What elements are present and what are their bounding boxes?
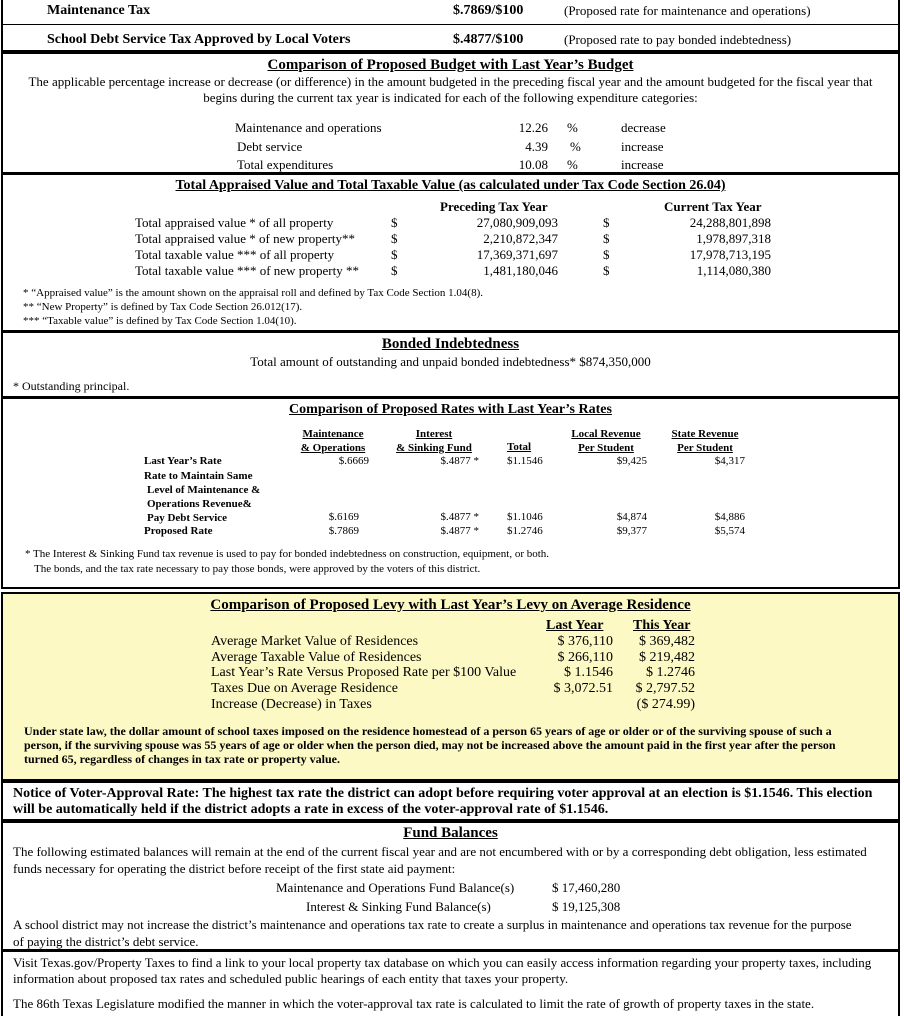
budget-row-label: Maintenance and operations (235, 120, 382, 135)
budget-row-label: Total expenditures (237, 157, 334, 172)
bonded-note: * Outstanding principal. (13, 379, 130, 393)
proposed-state: $5,574 (714, 525, 745, 537)
currency-symbol: $ (391, 263, 398, 278)
last-year-mo: $.6669 (338, 455, 369, 467)
maintain-label-line: Operations Revenue& (147, 498, 252, 510)
budget-section (1, 52, 900, 174)
maintain-state: $4,886 (714, 511, 745, 523)
levy-row-this: $ 2,797.52 (635, 681, 695, 696)
is-fund-label: Interest & Sinking Fund Balance(s) (306, 899, 491, 914)
budget-row-label: Debt service (237, 139, 303, 154)
proposed-local: $9,377 (616, 525, 647, 537)
budget-intro: The applicable percentage increase or decrease (or difference) in the amount budgeted in the preceding fiscal year and the amount budgeted for the fiscal year that begins during the current tax year is indicated for each of the following expenditure categories: (28, 74, 873, 105)
mo-header (288, 427, 378, 455)
last-year-is: $.4877 * (440, 455, 479, 467)
maintenance-tax-note: (Proposed rate for maintenance and operations) (564, 3, 811, 18)
appraised-row-label: Total appraised value * of all property (135, 215, 334, 230)
currency-symbol: $ (391, 231, 398, 246)
local-revenue-header (558, 427, 654, 455)
rates-divider (3, 24, 898, 25)
bonded-section (1, 331, 900, 398)
budget-row-value: 4.39 (525, 139, 548, 154)
appraised-footnote: ** “New Property” is defined by Tax Code Section 26.012(17). (23, 301, 303, 313)
levy-row-label: Taxes Due on Average Residence (211, 681, 398, 696)
proposed-mo: $.7869 (328, 525, 359, 537)
maintenance-tax-rate: $.7869/$100 (453, 3, 524, 18)
levy-row-label: Average Taxable Value of Residences (211, 650, 422, 665)
maintain-label-line: Level of Maintenance & (147, 484, 261, 496)
appraised-row-label: Total taxable value *** of new property ** (135, 263, 359, 278)
currency-symbol: $ (603, 263, 610, 278)
fund-title: Fund Balances (403, 825, 498, 841)
maintain-mo: $.6169 (328, 511, 359, 523)
fund-closing: A school district may not increase the district’s maintenance and operations tax rate to create a surplus in maintenance and operations tax revenue for the purpose of paying the district’s debt service. (13, 917, 852, 949)
appraised-footnote: *** “Taxable value” is defined by Tax Code Section 1.04(10). (23, 315, 297, 327)
levy-row-this: $ 369,482 (639, 634, 695, 649)
current-year-header: Current Tax Year (664, 199, 762, 214)
currency-symbol: $ (603, 247, 610, 262)
appraised-footnote: * “Appraised value” is the amount shown on the appraisal roll and defined by Tax Code Section 1.04(8). (23, 287, 483, 299)
levy-row-this: $ 1.2746 (646, 665, 695, 680)
last-year-state: $4,317 (714, 455, 745, 467)
appraised-row-curr: 24,288,801,898 (689, 215, 771, 230)
budget-row-value: 10.08 (518, 157, 548, 172)
debt-service-tax-note: (Proposed rate to pay bonded indebtedness) (564, 32, 792, 47)
appraised-row-prev: 2,210,872,347 (483, 231, 558, 246)
appraised-row-prev: 27,080,909,093 (476, 215, 558, 230)
levy-row-last: $ 1.1546 (564, 665, 613, 680)
last-year-local: $9,425 (616, 455, 647, 467)
budget-row-value: 12.26 (518, 120, 548, 135)
budget-row-direction: increase (621, 139, 664, 154)
budget-title: Comparison of Proposed Budget with Last Year’s Budget (267, 57, 634, 73)
levy-title: Comparison of Proposed Levy with Last Year’s Levy on Average Residence (210, 597, 691, 613)
budget-row-unit: % (570, 139, 581, 154)
local-header-line: Local Revenue (571, 428, 641, 440)
state-revenue-header (657, 427, 753, 455)
levy-row-label: Last Year’s Rate Versus Proposed Rate per $100 Value (211, 665, 517, 680)
maintain-is: $.4877 * (440, 511, 479, 523)
total-header: Total (507, 441, 532, 453)
appraised-row-curr: 17,978,713,195 (689, 247, 771, 262)
levy-row-this: $ 219,482 (639, 650, 695, 665)
levy-row-last: $ 266,110 (557, 650, 613, 665)
last-year-header: Last Year (546, 618, 604, 633)
rates-title: Comparison of Proposed Rates with Last Year’s Rates (289, 402, 612, 417)
maintain-local: $4,874 (616, 511, 647, 523)
maintain-total: $1.1046 (507, 511, 543, 523)
appraised-row-label: Total appraised value * of new property** (135, 231, 356, 246)
state-header-line: Per Student (677, 442, 733, 454)
bonded-total: Total amount of outstanding and unpaid bonded indebtedness* $874,350,000 (250, 354, 651, 369)
budget-row-unit: % (567, 120, 578, 135)
levy-row-this: ($ 274.99) (636, 697, 695, 712)
mo-fund-label: Maintenance and Operations Fund Balance(s) (276, 880, 515, 895)
proposed-total: $1.2746 (507, 525, 543, 537)
debt-service-tax-label: School Debt Service Tax Approved by Local Voters (47, 32, 351, 47)
maintain-label-line: Rate to Maintain Same (144, 470, 253, 482)
is-header-line: & Sinking Fund (396, 442, 472, 454)
is-header (386, 427, 482, 455)
debt-service-tax-rate: $.4877/$100 (453, 32, 524, 47)
budget-row-unit: % (567, 157, 578, 172)
maintain-label (144, 469, 260, 525)
levy-row-last: $ 376,110 (557, 634, 613, 649)
footer-section (1, 950, 900, 1016)
appraised-row-label: Total taxable value *** of all property (135, 247, 335, 262)
is-fund-value: $ 19,125,308 (552, 899, 621, 914)
appraised-row-prev: 1,481,180,046 (483, 263, 558, 278)
senior-freeze-law: Under state law, the dollar amount of school taxes imposed on the residence homestead of a person 65 years of age or older or of the surviving spouse of such a person, if the surviving spouse was 55 years of age or older when the person died, may not be increased above the amount paid in the first year after the person turned 65, regardless of changes in tax rate or property value. (24, 724, 836, 766)
last-year-total: $1.1546 (507, 455, 543, 467)
levy-row-last: $ 3,072.51 (553, 681, 613, 696)
mo-fund-value: $ 17,460,280 (552, 880, 621, 895)
currency-symbol: $ (391, 247, 398, 262)
budget-row-direction: increase (621, 157, 664, 172)
state-header-line: State Revenue (671, 428, 739, 440)
visit-texas-gov: Visit Texas.gov/Property Taxes to find a link to your local property tax database on which you can easily access information regarding your property taxes, including information about proposed tax rates and scheduled public hearings of each entity that taxes your property. (13, 955, 872, 986)
voter-approval-notice: Notice of Voter-Approval Rate: The highest tax rate the district can adopt before requiring voter approval at an election is $1.1546. This election will be automatically held if the district adopts a rate in excess of the voter-approval rate of $1.1546. (1, 781, 900, 821)
fund-section (1, 821, 900, 951)
preceding-year-header: Preceding Tax Year (440, 199, 548, 214)
fund-intro: The following estimated balances will remain at the end of the current fiscal year and are not encumbered with or by a corresponding debt obligation, less estimated funds necessary for operating the district before receipt of the first state aid payment: (13, 844, 867, 876)
appraised-row-curr: 1,978,897,318 (696, 231, 771, 246)
appraised-title: Total Appraised Value and Total Taxable Value (as calculated under Tax Code Section 26.04) (175, 178, 726, 193)
mo-header-line: & Operations (300, 442, 366, 454)
currency-symbol: $ (391, 215, 398, 230)
local-header-line: Per Student (578, 442, 634, 454)
budget-row-direction: decrease (621, 120, 666, 135)
rates-footnote: The bonds, and the tax rate necessary to pay those bonds, were approved by the voters of this district. (34, 563, 481, 575)
currency-symbol: $ (603, 231, 610, 246)
levy-row-label: Increase (Decrease) in Taxes (211, 697, 372, 712)
top-rates-section (1, 0, 900, 52)
rates-footnote: * The Interest & Sinking Fund tax revenue is used to pay for bonded indebtedness on construction, equipment, or both. (25, 548, 550, 560)
last-year-label: Last Year’s Rate (144, 455, 222, 467)
mo-header-line: Maintenance (302, 428, 364, 440)
appraised-row-prev: 17,369,371,697 (476, 247, 558, 262)
proposed-label: Proposed Rate (144, 525, 213, 537)
maintenance-tax-label: Maintenance Tax (47, 3, 151, 18)
appraised-row-curr: 1,114,080,380 (696, 263, 771, 278)
is-header-line: Interest (415, 428, 453, 440)
currency-symbol: $ (603, 215, 610, 230)
levy-section (1, 592, 900, 781)
this-year-header: This Year (633, 618, 691, 633)
proposed-is: $.4877 * (440, 525, 479, 537)
legislature-note: The 86th Texas Legislature modified the manner in which the voter-approval tax rate is calculated to limit the rate of growth of property taxes in the state. (13, 996, 815, 1011)
appraised-section (1, 173, 900, 332)
levy-row-label: Average Market Value of Residences (211, 634, 419, 649)
bonded-title: Bonded Indebtedness (381, 336, 520, 352)
rates-section (1, 397, 900, 589)
maintain-label-line: Pay Debt Service (147, 512, 228, 524)
